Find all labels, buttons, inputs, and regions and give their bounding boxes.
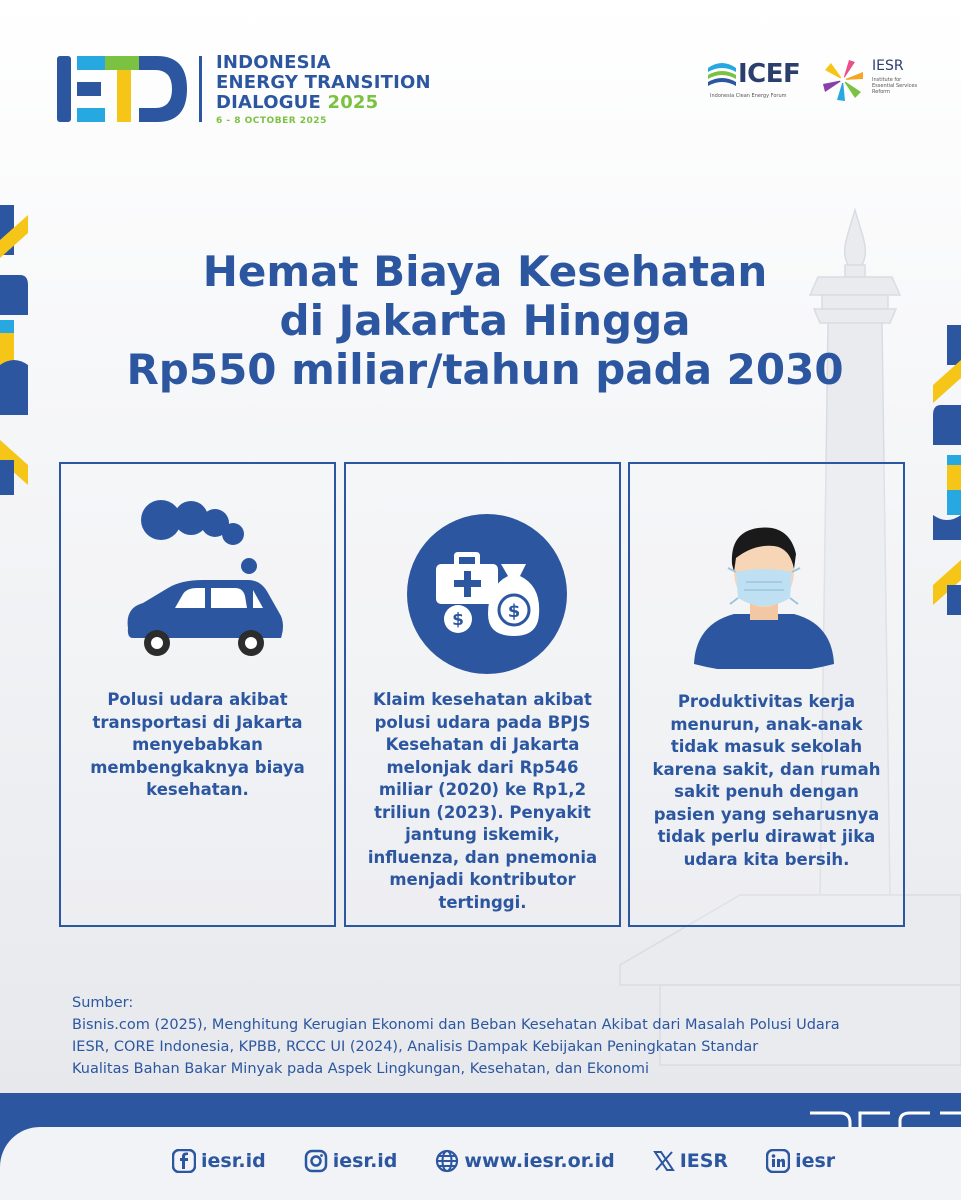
left-edge-decoration: [0, 205, 30, 495]
sources-section: [72, 992, 922, 1080]
icef-name: ICEF: [738, 59, 801, 89]
title-line-2: di Jakarta Hingga: [279, 296, 691, 345]
x-icon: [653, 1150, 675, 1172]
etd-year: 2025: [327, 92, 379, 113]
facebook-label: iesr.id: [201, 1150, 266, 1172]
x-link[interactable]: [653, 1150, 728, 1172]
etd-line-1: INDONESIA: [216, 52, 331, 73]
linkedin-link[interactable]: [766, 1149, 835, 1173]
title-line-1: Hemat Biaya Kesehatan: [202, 247, 768, 296]
card-productivity: [628, 462, 905, 927]
icef-subtitle: Indonesia Clean Energy Forum: [710, 93, 787, 99]
masked-person-icon: [694, 514, 834, 669]
linkedin-icon: [766, 1149, 790, 1173]
card-transport-pollution: [59, 462, 336, 927]
sources-label: Sumber:: [72, 995, 134, 1011]
medical-money-icon: [406, 514, 568, 674]
etd-logo: [57, 56, 187, 122]
etd-line-2: ENERGY TRANSITION: [216, 72, 431, 93]
source-line-1: Bisnis.com (2025), Menghitung Kerugian Ekonomi dan Beban Kesehatan Akibat dari Masalah Polusi Udara: [72, 1017, 840, 1033]
x-label: IESR: [679, 1150, 729, 1172]
facebook-icon: [172, 1149, 196, 1173]
title-line-3: Rp550 miliar/tahun pada 2030: [126, 345, 844, 394]
card-3-text: Produktivitas kerja menurun, anak-anak tidak masuk sekolah karena sakit, dan rumah sakit penuh dengan pasien yang seharusnya tidak perlu dirawat jika udara kita bersih.: [652, 692, 881, 869]
source-line-3: Kualitas Bahan Bakar Minyak pada Aspek Lingkungan, Kesehatan, dan Ekonomi: [72, 1061, 649, 1077]
right-edge-decoration: [931, 325, 961, 615]
icef-logo-icon: [706, 60, 738, 90]
page-title: [60, 247, 910, 394]
card-bpjs-claims: [344, 462, 621, 927]
instagram-icon: [304, 1149, 328, 1173]
website-link[interactable]: [435, 1149, 614, 1173]
etd-title: [216, 53, 431, 113]
etd-dates: 6 - 8 OCTOBER 2025: [216, 116, 327, 126]
iesr-logo-icon: [818, 55, 868, 105]
linkedin-label: iesr: [795, 1150, 836, 1172]
instagram-link[interactable]: [304, 1149, 398, 1173]
website-label: www.iesr.or.id: [464, 1150, 615, 1172]
instagram-label: iesr.id: [332, 1150, 398, 1172]
etd-line-3: DIALOGUE: [216, 92, 321, 113]
card-1-text: Polusi udara akibat transportasi di Jakarta menyebabkan membengkaknya biaya kesehatan.: [90, 690, 305, 799]
social-links: [172, 1146, 835, 1176]
car-pollution-icon: [123, 498, 288, 663]
iesr-subtitle: Institute for Essential Services Reform: [872, 77, 918, 95]
header-divider: [199, 56, 202, 122]
iesr-name: IESR: [872, 58, 904, 74]
globe-icon: [435, 1149, 459, 1173]
card-2-text: Klaim kesehatan akibat polusi udara pada BPJS Kesehatan di Jakarta melonjak dari Rp546 miliar (2020) ke Rp1,2 triliun (2023). Penyakit jantung iskemik, influenza, dan pnemonia menjadi kontributor tertinggi.: [367, 690, 598, 912]
svg-text:$: $: [452, 610, 464, 630]
source-line-2: IESR, CORE Indonesia, KPBB, RCCC UI (2024), Analisis Dampak Kebijakan Peningkatan Standar: [72, 1039, 759, 1055]
svg-text:$: $: [507, 601, 521, 622]
facebook-link[interactable]: [172, 1149, 266, 1173]
